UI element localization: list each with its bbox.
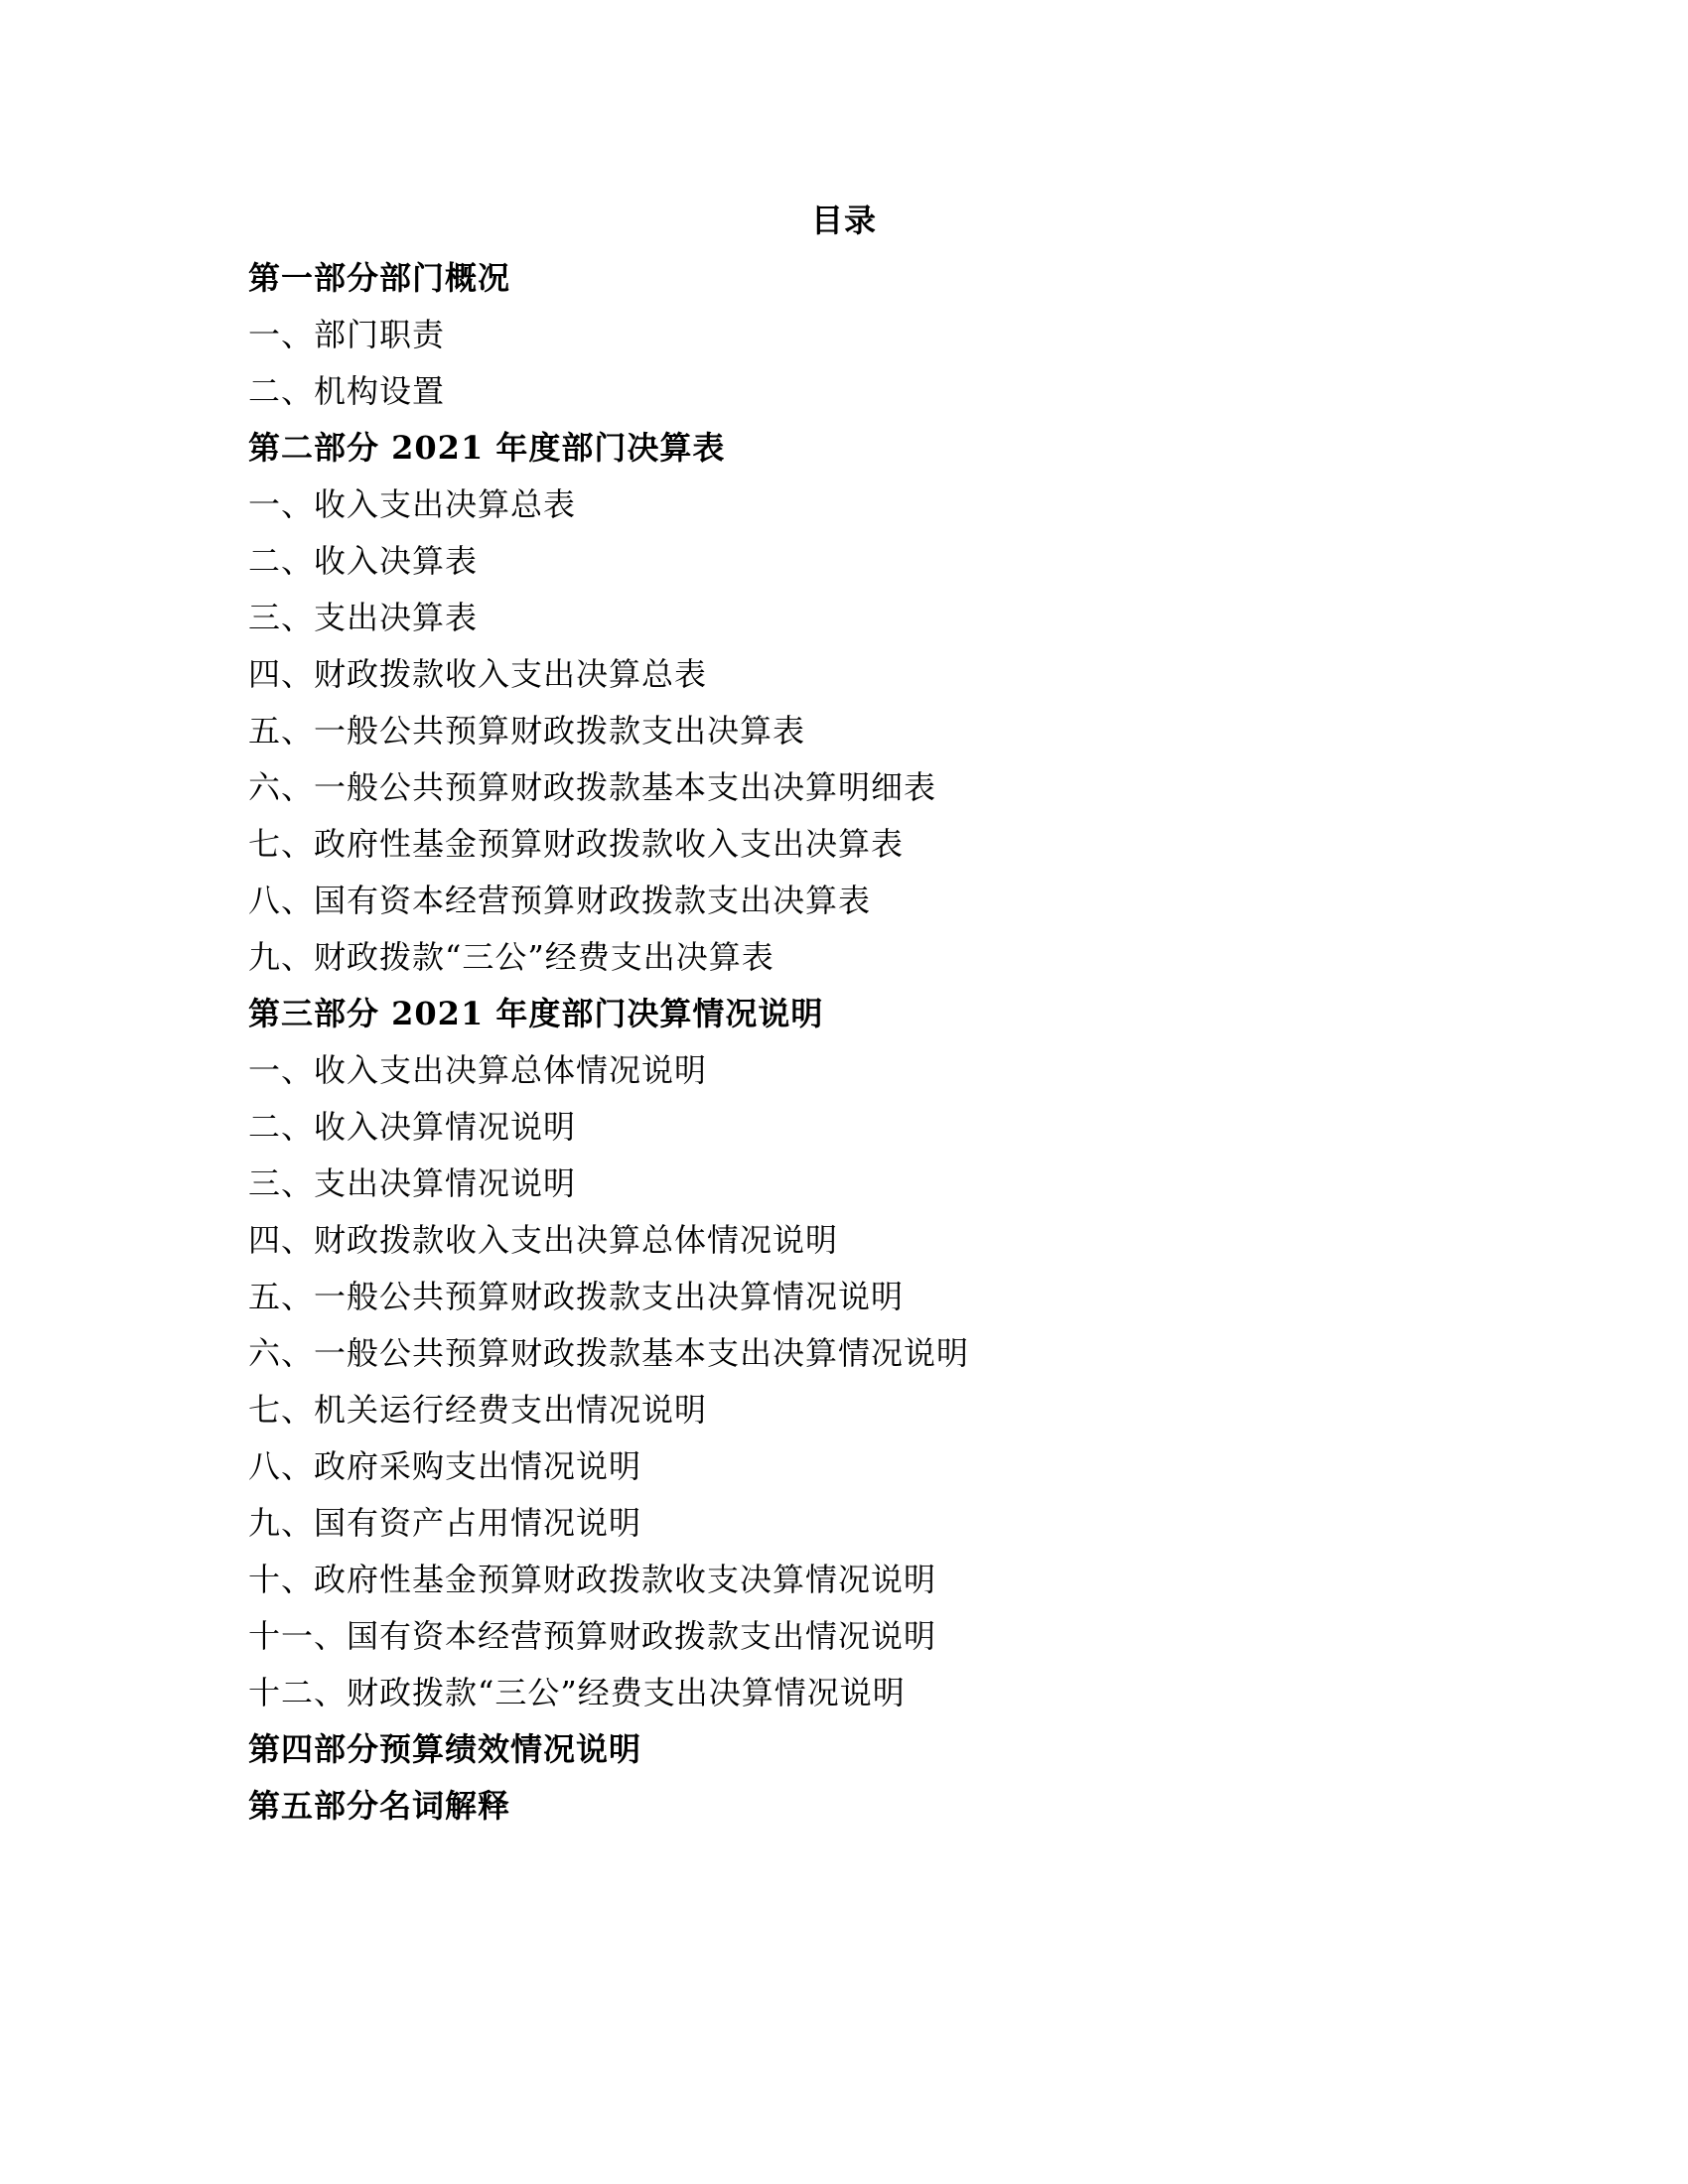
toc-part-heading: 第一部分部门概况 [248, 259, 511, 297]
toc-part-heading: 第三部分 2021 年度部门决算情况说明 [248, 995, 824, 1032]
toc-item: 二、收入决算情况说明 [248, 1108, 577, 1146]
toc-item: 一、收入支出决算总体情况说明 [248, 1051, 708, 1089]
toc-item: 四、财政拨款收入支出决算总表 [248, 655, 708, 693]
toc-item: 二、机构设置 [248, 372, 446, 410]
toc-item: 九、国有资产占用情况说明 [248, 1504, 642, 1542]
toc-item: 五、一般公共预算财政拨款支出决算表 [248, 712, 806, 750]
page-title: 目录 [810, 202, 877, 239]
toc-part-heading: 第五部分名词解释 [248, 1787, 511, 1825]
toc-item: 十二、财政拨款“三公”经费支出决算情况说明 [248, 1674, 906, 1711]
table-of-contents [248, 250, 1440, 1835]
toc-item: 十、政府性基金预算财政拨款收支决算情况说明 [248, 1561, 937, 1598]
toc-item: 九、财政拨款“三公”经费支出决算表 [248, 938, 774, 976]
toc-item: 三、支出决算表 [248, 599, 479, 636]
toc-item: 六、一般公共预算财政拨款基本支出决算明细表 [248, 768, 937, 806]
toc-item: 十一、国有资本经营预算财政拨款支出情况说明 [248, 1617, 937, 1655]
toc-item: 八、国有资本经营预算财政拨款支出决算表 [248, 882, 872, 919]
toc-item: 二、收入决算表 [248, 542, 479, 580]
toc-item: 七、机关运行经费支出情况说明 [248, 1391, 708, 1429]
toc-item: 三、支出决算情况说明 [248, 1164, 577, 1202]
toc-item: 五、一般公共预算财政拨款支出决算情况说明 [248, 1278, 905, 1315]
toc-item: 八、政府采购支出情况说明 [248, 1447, 642, 1485]
toc-item: 七、政府性基金预算财政拨款收入支出决算表 [248, 825, 905, 863]
toc-item: 六、一般公共预算财政拨款基本支出决算情况说明 [248, 1334, 970, 1372]
toc-item: 一、收入支出决算总表 [248, 485, 577, 523]
toc-part-heading: 第二部分 2021 年度部门决算表 [248, 429, 726, 467]
toc-item: 四、财政拨款收入支出决算总体情况说明 [248, 1221, 839, 1259]
toc-item: 一、部门职责 [248, 316, 446, 353]
toc-part-heading: 第四部分预算绩效情况说明 [248, 1730, 642, 1768]
